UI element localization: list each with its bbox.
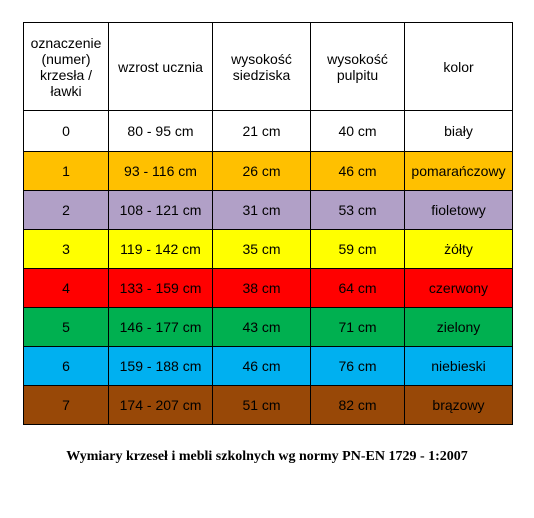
table-caption: Wymiary krzeseł i mebli szkolnych wg normy PN-EN 1729 - 1:2007 — [66, 449, 468, 464]
color-name-cell: brązowy — [405, 386, 513, 425]
table-row — [24, 191, 513, 230]
header-line: siedziska — [232, 66, 291, 83]
desk-height-cell: 76 cm — [311, 347, 405, 386]
header-color — [405, 23, 513, 111]
header-line: wysokość — [327, 50, 388, 67]
desk-height-cell: 53 cm — [311, 191, 405, 230]
size-number-cell: 7 — [24, 386, 109, 425]
student-height-cell: 146 - 177 cm — [109, 308, 213, 347]
seat-height-cell: 43 cm — [213, 308, 311, 347]
table-row — [24, 386, 513, 425]
seat-height-cell: 31 cm — [213, 191, 311, 230]
table-header — [24, 23, 513, 111]
header-line: krzesła / — [39, 66, 93, 83]
table-body — [24, 111, 513, 425]
header-line: pulpitu — [336, 66, 379, 83]
header-line: wzrost ucznia — [118, 58, 203, 75]
size-number-cell: 5 — [24, 308, 109, 347]
color-name-cell: czerwony — [405, 269, 513, 308]
color-name-cell: zielony — [405, 308, 513, 347]
desk-height-cell: 64 cm — [311, 269, 405, 308]
color-name-cell: niebieski — [405, 347, 513, 386]
seat-height-cell: 46 cm — [213, 347, 311, 386]
color-name-cell: żółty — [405, 230, 513, 269]
header-size-number — [24, 23, 109, 111]
desk-height-cell: 40 cm — [311, 111, 405, 152]
color-name-cell: biały — [405, 111, 513, 152]
size-number-cell: 3 — [24, 230, 109, 269]
size-number-cell: 4 — [24, 269, 109, 308]
student-height-cell: 93 - 116 cm — [109, 152, 213, 191]
table-row — [24, 347, 513, 386]
header-student-height — [109, 23, 213, 111]
size-number-cell: 2 — [24, 191, 109, 230]
header-line: wysokość — [231, 50, 292, 67]
header-line: oznaczenie — [30, 34, 102, 51]
header-seat-height — [213, 23, 311, 111]
header-desk-height — [311, 23, 405, 111]
desk-height-cell: 71 cm — [311, 308, 405, 347]
table-row — [24, 308, 513, 347]
student-height-cell: 174 - 207 cm — [109, 386, 213, 425]
student-height-cell: 159 - 188 cm — [109, 347, 213, 386]
desk-height-cell: 46 cm — [311, 152, 405, 191]
seat-height-cell: 51 cm — [213, 386, 311, 425]
color-name-cell: pomarańczowy — [405, 152, 513, 191]
table-row — [24, 269, 513, 308]
seat-height-cell: 26 cm — [213, 152, 311, 191]
size-number-cell: 1 — [24, 152, 109, 191]
furniture-size-table — [23, 22, 513, 425]
header-line: ławki — [50, 82, 82, 99]
table-row — [24, 111, 513, 152]
table-row — [24, 230, 513, 269]
desk-height-cell: 82 cm — [311, 386, 405, 425]
seat-height-cell: 38 cm — [213, 269, 311, 308]
desk-height-cell: 59 cm — [311, 230, 405, 269]
size-number-cell: 6 — [24, 347, 109, 386]
color-name-cell: fioletowy — [405, 191, 513, 230]
seat-height-cell: 35 cm — [213, 230, 311, 269]
table-row — [24, 152, 513, 191]
header-row — [24, 23, 513, 111]
size-number-cell: 0 — [24, 111, 109, 152]
student-height-cell: 108 - 121 cm — [109, 191, 213, 230]
header-line: kolor — [443, 58, 474, 75]
student-height-cell: 80 - 95 cm — [109, 111, 213, 152]
student-height-cell: 119 - 142 cm — [109, 230, 213, 269]
seat-height-cell: 21 cm — [213, 111, 311, 152]
student-height-cell: 133 - 159 cm — [109, 269, 213, 308]
header-line: (numer) — [41, 50, 91, 67]
